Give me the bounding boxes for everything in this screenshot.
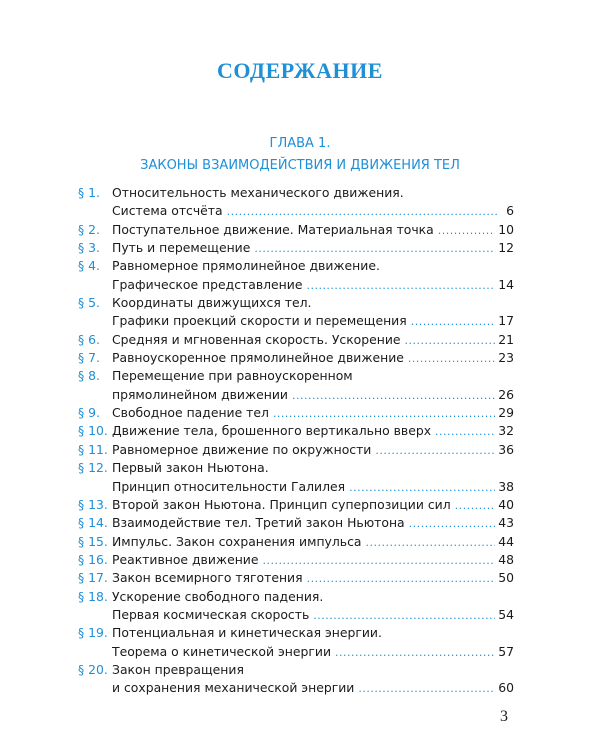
toc-entry[interactable] (78, 294, 514, 331)
toc-section-number: § 20. (78, 661, 108, 677)
toc-title: Первый закон Ньютона. (112, 460, 269, 476)
toc-entry[interactable] (78, 422, 514, 440)
toc-title: Система отсчёта (112, 203, 223, 219)
toc-line (78, 202, 514, 220)
toc-page-number: 10 (498, 221, 514, 237)
toc-line (78, 312, 514, 330)
toc-section-number: § 1. (78, 185, 100, 200)
toc-entry[interactable] (78, 257, 514, 294)
chapter-label: ГЛАВА 1. (269, 136, 331, 151)
toc-entry[interactable] (78, 496, 514, 514)
toc-section-number: § 19. (78, 625, 108, 641)
toc-title: прямолинейном движении (112, 386, 288, 402)
toc-line (78, 239, 514, 257)
toc-line (78, 661, 514, 679)
toc-page-number: 36 (498, 441, 514, 457)
toc-section-number: § 13. (78, 496, 108, 512)
toc-title: Путь и перемещение (112, 240, 251, 256)
toc-section-number: § 17. (78, 570, 108, 586)
toc-section-number: § 14. (78, 515, 108, 531)
toc-title: Взаимодействие тел. Третий закон Ньютона (112, 515, 405, 531)
dot-leader (254, 240, 495, 258)
toc-line (78, 367, 514, 385)
toc-section-number: § 11. (78, 441, 108, 457)
toc-page-number: 44 (498, 533, 514, 549)
toc-line (78, 184, 514, 202)
toc-line (78, 386, 514, 404)
toc-line (78, 441, 514, 459)
toc-line (78, 404, 514, 422)
toc-title: Равномерное движение по окружности (112, 441, 372, 457)
page-number: 3 (500, 708, 508, 725)
toc-section-number: § 15. (78, 533, 108, 549)
toc-section-number: § 18. (78, 588, 108, 604)
toc-title: Второй закон Ньютона. Принцип суперпозиции сил (112, 496, 451, 512)
toc-section-number: § 6. (78, 331, 100, 347)
table-of-contents (78, 184, 514, 698)
toc-line (78, 422, 514, 440)
toc-page-number: 21 (498, 331, 514, 347)
dot-leader (408, 350, 495, 368)
toc-entry[interactable] (78, 221, 514, 239)
toc-page-number: 48 (498, 551, 514, 567)
toc-page-number: 57 (498, 643, 514, 659)
toc-entry[interactable] (78, 404, 514, 422)
toc-line (78, 533, 514, 551)
toc-section-number: § 16. (78, 551, 108, 567)
toc-line (78, 478, 514, 496)
dot-leader (227, 203, 497, 221)
dot-leader (411, 313, 496, 331)
toc-page-number: 29 (498, 405, 514, 421)
toc-entry[interactable] (78, 551, 514, 569)
toc-entry[interactable] (78, 441, 514, 459)
toc-line (78, 643, 514, 661)
toc-page-number: 12 (498, 240, 514, 256)
toc-line (78, 276, 514, 294)
page-title: СОДЕРЖАНИЕ (217, 58, 383, 83)
toc-page-number: 60 (498, 680, 514, 696)
toc-page-number: 23 (498, 350, 514, 366)
chapter-name: ЗАКОНЫ ВЗАИМОДЕЙСТВИЯ И ДВИЖЕНИЯ ТЕЛ (140, 158, 460, 173)
dot-leader (349, 479, 495, 497)
toc-title: Потенциальная и кинетическая энергии. (112, 625, 382, 641)
toc-entry[interactable] (78, 624, 514, 661)
toc-entry[interactable] (78, 184, 514, 221)
toc-title: Равноускоренное прямолинейное движение (112, 350, 404, 366)
toc-title: Теорема о кинетической энергии (112, 643, 332, 659)
toc-section-number: § 12. (78, 460, 108, 476)
toc-page-number: 43 (498, 515, 514, 531)
toc-section-number: § 3. (78, 240, 100, 256)
toc-entry[interactable] (78, 514, 514, 532)
dot-leader (307, 570, 496, 588)
toc-page-number: 50 (498, 570, 514, 586)
toc-title: Свободное падение тел (112, 405, 269, 421)
toc-entry[interactable] (78, 349, 514, 367)
dot-leader (313, 607, 495, 625)
dot-leader (375, 442, 495, 460)
dot-leader (273, 405, 495, 423)
toc-entry[interactable] (78, 239, 514, 257)
dot-leader (335, 644, 495, 662)
toc-page-number: 17 (498, 313, 514, 329)
dot-leader (292, 387, 495, 405)
toc-page-number: 6 (506, 203, 514, 219)
toc-page-number: 26 (498, 386, 514, 402)
toc-entry[interactable] (78, 588, 514, 625)
toc-line (78, 588, 514, 606)
toc-line (78, 257, 514, 275)
dot-leader (405, 332, 496, 350)
toc-section-number: § 2. (78, 221, 100, 237)
toc-section-number: § 9. (78, 405, 100, 421)
toc-title: Закон всемирного тяготения (112, 570, 303, 586)
toc-section-number: § 10. (78, 423, 108, 439)
toc-line (78, 294, 514, 312)
toc-line (78, 569, 514, 587)
dot-leader (366, 534, 496, 552)
toc-section-number: § 8. (78, 368, 100, 384)
toc-entry[interactable] (78, 569, 514, 587)
toc-entry[interactable] (78, 661, 514, 698)
toc-title: Поступательное движение. Материальная точка (112, 221, 434, 237)
toc-title: Импульс. Закон сохранения импульса (112, 533, 362, 549)
toc-line (78, 624, 514, 642)
toc-entry[interactable] (78, 459, 514, 496)
toc-line (78, 514, 514, 532)
toc-title: Перемещение при равноускоренном (112, 368, 353, 384)
toc-section-number: § 7. (78, 350, 100, 366)
dot-leader (358, 680, 495, 698)
toc-page-number: 40 (498, 496, 514, 512)
toc-line (78, 496, 514, 514)
toc-entry[interactable] (78, 331, 514, 349)
toc-title: Движение тела, брошенного вертикально вверх (112, 423, 432, 439)
dot-leader (409, 515, 496, 533)
toc-title: и сохранения механической энергии (112, 680, 355, 696)
dot-leader (262, 552, 495, 570)
toc-title: Ускорение свободного падения. (112, 588, 324, 604)
toc-entry[interactable] (78, 367, 514, 404)
toc-title: Координаты движущихся тел. (112, 295, 312, 311)
toc-title: Относительность механического движения. (112, 185, 404, 200)
toc-title: Равномерное прямолинейное движение. (112, 258, 380, 274)
toc-section-number: § 4. (78, 258, 100, 274)
toc-line (78, 679, 514, 697)
toc-page-number: 32 (498, 423, 514, 439)
toc-title: Графическое представление (112, 276, 303, 292)
toc-title: Реактивное движение (112, 551, 259, 567)
toc-title: Первая космическая скорость (112, 606, 310, 622)
toc-title: Принцип относительности Галилея (112, 478, 346, 494)
toc-line (78, 551, 514, 569)
dot-leader (438, 222, 495, 240)
toc-page-number: 54 (498, 606, 514, 622)
dot-leader (306, 277, 495, 295)
toc-title: Закон превращения (112, 661, 244, 677)
toc-line (78, 606, 514, 624)
dot-leader (435, 423, 495, 441)
toc-section-number: § 5. (78, 295, 100, 311)
dot-leader (455, 497, 496, 515)
toc-line (78, 349, 514, 367)
toc-line (78, 459, 514, 477)
toc-title: Средняя и мгновенная скорость. Ускорение (112, 331, 401, 347)
toc-line (78, 331, 514, 349)
toc-page-number: 38 (498, 478, 514, 494)
chapter-heading (0, 133, 600, 177)
toc-title: Графики проекций скорости и перемещения (112, 313, 407, 329)
toc-entry[interactable] (78, 533, 514, 551)
toc-page-number: 14 (498, 276, 514, 292)
toc-line (78, 221, 514, 239)
